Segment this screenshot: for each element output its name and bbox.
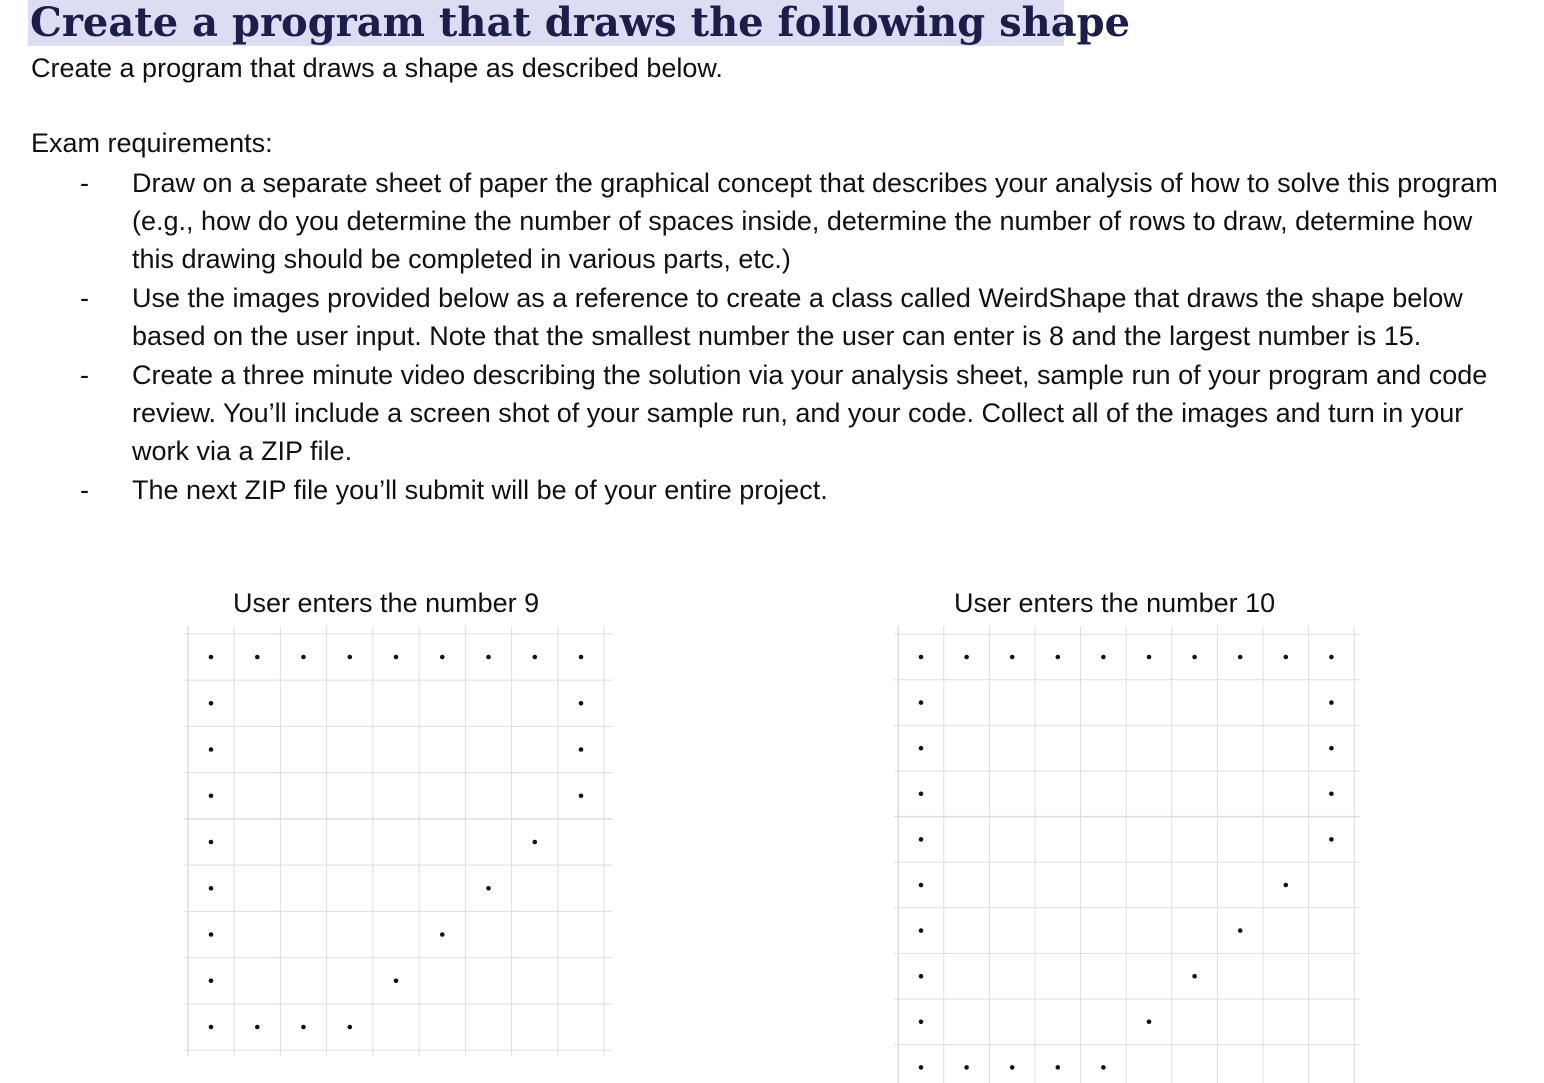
shape-dot [440,655,445,660]
shape-dot [255,1025,260,1030]
bullet-dash: - [80,283,89,313]
shape-dot [209,1025,214,1030]
requirement-item-3 [80,356,1520,470]
figure-caption-10: User enters the number 10 [954,588,1276,618]
shape-dot [1056,1065,1061,1070]
shape-dot [1147,1020,1152,1025]
shape-dot [1101,1065,1106,1070]
shape-dot [964,655,969,660]
shape-dot [301,655,306,660]
shape-dot [394,655,399,660]
bullet-dash: - [80,168,89,198]
requirements-list [80,164,1520,510]
shape-dot [348,1025,353,1030]
page-subtitle: Create a program that draws a shape as described below. [31,53,723,83]
shape-dot [1238,655,1243,660]
shape-dot [1329,837,1334,842]
shape-dot [209,886,214,891]
shape-dot [209,794,214,799]
shape-dot [579,701,584,706]
shape-dot [919,928,924,933]
shape-dot [209,747,214,752]
shape-dot [919,746,924,751]
shape-dot [1238,928,1243,933]
requirement-text-1: Draw on a separate sheet of paper the graphical concept that describes your analysis of how to solve this program (e.g., how do you determine the number of spaces inside, determine the number of rows to draw, determine how this drawing should be completed in various parts, etc.) [132,168,1498,274]
shape-dot [579,747,584,752]
shape-dot [533,655,538,660]
shape-dot [1192,974,1197,979]
shape-dot [1284,655,1289,660]
shape-dot [209,655,214,660]
shape-dot [255,655,260,660]
shape-dot [1329,746,1334,751]
shape-dot [919,655,924,660]
figure-caption-9: User enters the number 9 [233,588,540,618]
requirement-item-4 [80,471,1520,509]
shape-dot [919,1020,924,1025]
bullet-dash: - [80,475,89,505]
shape-dot [1010,1065,1015,1070]
shape-dot [1329,700,1334,705]
dot-grid-figure-10 [890,620,1360,1083]
shape-dot [209,840,214,845]
shape-dot [1284,883,1289,888]
shape-dot [1010,655,1015,660]
bullet-dash: - [80,360,89,390]
page-title: Create a program that draws the following shape [30,0,1131,46]
shape-dot [209,979,214,984]
shape-dot [1192,655,1197,660]
shape-dot [919,837,924,842]
shape-dot [394,979,399,984]
requirement-text-2: Use the images provided below as a reference to create a class called WeirdShape that draws the shape below based on the user input. Note that the smallest number the user can enter is 8 and the largest number is 15. [132,283,1463,351]
shape-dot [486,886,491,891]
shape-dot [440,932,445,937]
shape-dot [1147,655,1152,660]
shape-dot [1329,655,1334,660]
shape-dot [1329,792,1334,797]
shape-dot [964,1065,969,1070]
requirement-item-1 [80,164,1520,278]
shape-dot [209,932,214,937]
shape-dot [348,655,353,660]
shape-dot [533,840,538,845]
requirements-heading: Exam requirements: [31,128,273,158]
shape-dot [486,655,491,660]
requirement-text-3: Create a three minute video describing the solution via your analysis sheet, sample run of your program and code review. You’ll include a screen shot of your sample run, and your code. Collect all of the images and turn in your work via a ZIP file. [132,360,1488,466]
shape-dot [919,1065,924,1070]
requirement-text-4: The next ZIP file you’ll submit will be of your entire project. [132,475,828,505]
shape-dot [301,1025,306,1030]
requirement-item-2 [80,279,1520,355]
shape-dot [209,701,214,706]
shape-dot [1056,655,1061,660]
shape-dot [919,974,924,979]
shape-dot [1101,655,1106,660]
shape-dot [919,792,924,797]
dot-grid-figure-9 [180,620,612,1056]
shape-dot [919,700,924,705]
shape-dot [579,794,584,799]
shape-dot [579,655,584,660]
shape-dot [919,883,924,888]
